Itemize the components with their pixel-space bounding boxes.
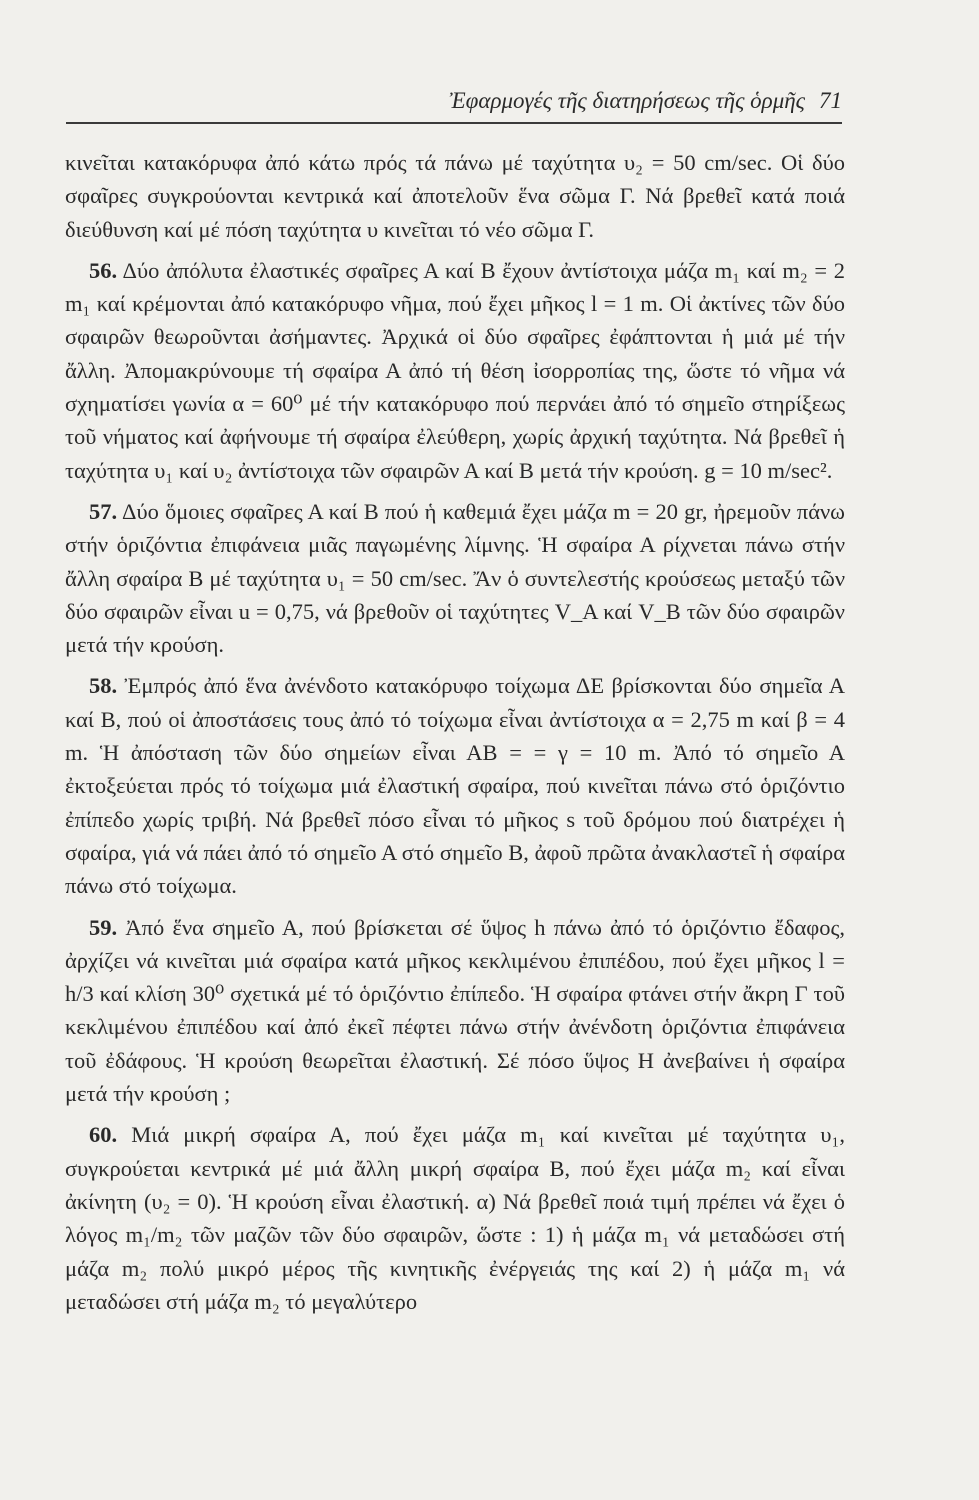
- exercise-number: 57.: [89, 498, 118, 524]
- exercise-text: Δύο ὅμοιες σφαῖρες Α καί Β πού ἡ καθεμιά ἔχει μάζα m = 20 gr, ἠρεμοῦν πάνω στήν ὁριζόντια ἐπιφάνεια μιᾶς παγωμένης λίμνης. Ἡ σφαίρα Α ρίχνεται πάνω στήν ἄλλη σφαίρα Β μέ ταχύτητα υ₁ = 50 cm/sec. Ἄν ὁ συντελεστής κρούσεως μεταξύ τῶν δύο σφαιρῶν εἶναι u = 0,75, νά βρεθοῦν οἱ ταχύτητες V_A καί V_B τῶν δύο σφαιρῶν μετά τήν κρούση.: [65, 498, 845, 658]
- header-rule: [66, 122, 842, 124]
- exercise-text: Ἀπό ἕνα σημεῖο Α, πού βρίσκεται σέ ὕψος h πάνω ἀπό τό ὁριζόντιο ἔδαφος, ἀρχίζει νά κινεῖται μιά σφαίρα κατά μῆκος κεκλιμένου ἐπιπέδου, πού ἔχει μῆκος l = h/3 καί κλίση 30⁰ σχετικά μέ τό ὁριζόντιο ἐπίπεδο. Ἡ σφαίρα φτάνει στήν ἄκρη Γ τοῦ κεκλιμένου ἐπιπέδου καί ἀπό ἐκεῖ πέφτει πάνω στήν ἀνένδοτη ὁριζόντια ἐπιφάνεια τοῦ ἐδάφους. Ἡ κρούση θεωρεῖται ἐλαστική. Σέ πόσο ὕψος Η ἀνεβαίνει ἡ σφαίρα μετά τήν κρούση ;: [65, 914, 846, 1107]
- exercise-59: [65, 911, 845, 1111]
- exercise-text: Ἐμπρός ἀπό ἕνα ἀνένδοτο κατακόρυφο τοίχωμα ΔΕ βρίσκονται δύο σημεῖα Α καί Β, πού οἱ ἀποστάσεις τους ἀπό τό τοίχωμα εἶναι ἀντίστοιχα α = 2,75 m καί β = 4 m. Ἡ ἀπόσταση τῶν δύο σημείων εἶναι ΑΒ = = γ = 10 m. Ἀπό τό σημεῖο Α ἐκτοξεύεται πρός τό τοίχωμα μιά ἐλαστική σφαίρα, πού κινεῖται πάνω στό ὁριζόντιο ἐπίπεδο χωρίς τριβή. Νά βρεθεῖ πόσο εἶναι τό μῆκος s τοῦ δρόμου πού διατρέχει ἡ σφαίρα, γιά νά πάει ἀπό τό σημεῖο Α στό σημεῖο Β, ἀφοῦ πρῶτα ἀνακλαστεῖ ἡ σφαίρα πάνω στό τοίχωμα.: [65, 673, 846, 899]
- page-number: 71: [819, 88, 842, 113]
- running-title: Ἐφαρμογές τῆς διατηρήσεως τῆς ὁρμῆς: [449, 88, 805, 113]
- exercise-number: 56.: [89, 257, 118, 283]
- exercise-text: Μιά μικρή σφαίρα Α, πού ἔχει μάζα m₁ καί κινεῖται μέ ταχύτητα υ₁, συγκρούεται κεντρικά μέ μιά ἄλλη μικρή σφαίρα Β, πού ἔχει μάζα m₂ καί εἶναι ἀκίνητη (υ₂ = 0). Ἡ κρούση εἶναι ἐλαστική. α) Νά βρεθεῖ ποιά τιμή πρέπει νά ἔχει ὁ λόγος m₁/m₂ τῶν μαζῶν τῶν δύο σφαιρῶν, ὥστε : 1) ἡ μάζα m₁ νά μεταδώσει στή μάζα m₂ πολύ μικρό μέρος τῆς κινητικῆς ἐνέργειάς της καί 2) ἡ μάζα m₁ νά μεταδώσει στή μάζα m₂ τό μεγαλύτερο: [65, 1122, 845, 1314]
- exercise-number: 59.: [89, 914, 118, 940]
- running-header: [66, 88, 842, 114]
- exercise-60: [65, 1118, 845, 1318]
- exercise-56: [65, 254, 845, 487]
- exercise-number: 60.: [89, 1122, 118, 1148]
- page-body: [65, 146, 845, 1318]
- paragraph-text: κινεῖται κατακόρυφα ἀπό κάτω πρός τά πάνω μέ ταχύτητα υ₂ = 50 cm/sec. Οἱ δύο σφαῖρες συγκρούονται κεντρικά καί ἀποτελοῦν ἕνα σῶμα Γ. Νά βρεθεῖ κατά ποιά διεύθυνση καί μέ πόση ταχύτητα υ κινεῖται τό νέο σῶμα Γ.: [65, 150, 845, 242]
- exercise-number: 58.: [89, 673, 118, 699]
- exercise-text: Δύο ἀπόλυτα ἐλαστικές σφαῖρες Α καί Β ἔχουν ἀντίστοιχα μάζα m₁ καί m₂ = 2 m₁ καί κρέμονται ἀπό κατακόρυφο νῆμα, πού ἔχει μῆκος l = 1 m. Οἱ ἀκτίνες τῶν δύο σφαιρῶν θεωροῦνται ἀσήμαντες. Ἀρχικά οἱ δύο σφαῖρες ἐφάπτονται ἡ μιά μέ τήν ἄλλη. Ἀπομακρύνουμε τή σφαίρα Α ἀπό τή θέση ἰσορροπίας της, ὥστε τό νῆμα νά σχηματίσει γωνία α = 60⁰ μέ τήν κατακόρυφο πού περνάει ἀπό τό σημεῖο στηρίξεως τοῦ νήματος καί ἀφήνουμε τή σφαίρα ἐλεύθερη, χωρίς ἀρχική ταχύτητα. Νά βρεθεῖ ἡ ταχύτητα υ₁ καί υ₂ ἀντίστοιχα τῶν σφαιρῶν Α καί Β μετά τήν κρούση. g = 10 m/sec².: [65, 257, 845, 483]
- exercise-57: [65, 495, 845, 661]
- exercise-58: [65, 669, 845, 902]
- paragraph-continuation: [65, 146, 845, 246]
